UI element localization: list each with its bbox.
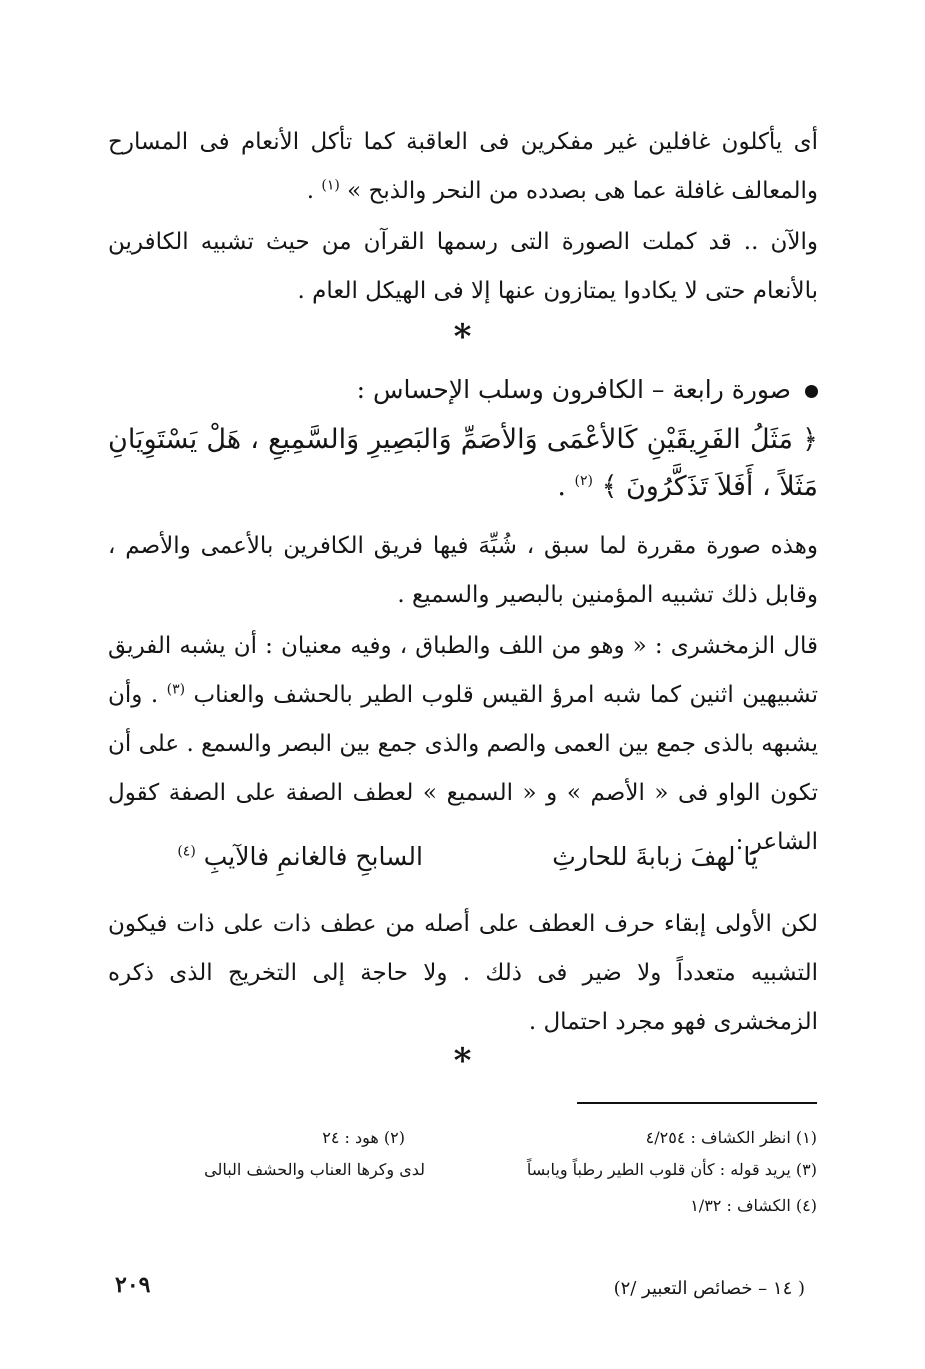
paragraph-2 [108,218,818,316]
bullet-icon [805,385,818,398]
paragraph-2-text: والآن .. قد كملت الصورة التى رسمها القرآن من حيث تشبيه الكافرين بالأنعام حتى لا يكادوا يمتازون عنها إلا فى الهيكل العام . [108,229,818,304]
paragraph-1-end: . [306,178,315,204]
quran-verse-text: ﴿ مَثَلُ الفَرِيقَيْنِ كَالأعْمَى وَالأصَمِّ وَالبَصِيرِ وَالسَّمِيعِ ، هَلْ يَسْتَوِيَانِ مَثَلاً ، أَفَلاَ تَذَكَّرُونَ ﴾ [108,424,818,502]
book-signature: ( ١٤ – خصائص التعبير /٢) [613,1278,805,1299]
paragraph-1-text: أى يأكلون غافلين غير مفكرين فى العاقبة كما تأكل الأنعام فى المسارح والمعالف غافلة عما هى بصدده من النحر والذبح » [108,129,818,204]
page-number: ٢٠٩ [115,1272,151,1298]
poetry-verse [108,842,818,888]
footnote-ref-3: (٣) [166,681,186,698]
footnote-ref-1: (١) [321,177,340,194]
footnote-2: (٢) هود : ٢٤ [322,1128,405,1147]
section-heading-text: صورة رابعة – الكافرون وسلب الإحساس : [356,375,792,404]
paragraph-5 [108,900,818,1047]
paragraph-1 [108,118,818,216]
paragraph-3-text: وهذه صورة مقررة لما سبق ، شُبِّهَ فيها فريق الكافرين بالأعمى والأصم ، وقابل ذلك تشبيه المؤمنين بالبصير والسميع . [108,533,818,608]
section-separator: * [453,1041,472,1081]
footnote-ref-4: (٤) [177,843,196,860]
footnote-3-continuation: لدى وكرها العناب والحشف البالى [204,1160,425,1179]
quran-verse [108,416,818,510]
verse-second-hemistich: السابحِ فالغانمِ فالآيبِ [203,842,423,871]
paragraph-4-text-a: قال الزمخشرى : « وهو من اللف والطباق ، وفيه معنيان : أن يشبه الفريق تشبيهين اثنين كما شبه امرؤ القيس قلوب الطير بالحشف والعناب [108,633,819,708]
paragraph-4-text-b: . وأن يشبهه بالذى جمع بين العمى والصم والذى جمع بين البصر والسمع . على أن تكون الواو فى « الأصم » و « السميع » لعطف الصفة على الصفة كقول الشاعر : [108,682,818,855]
paragraph-5-text: لكن الأولى إبقاء حرف العطف على أصله من عطف ذات على ذات فيكون التشبيه متعدداً ولا ضير فى ذلك . ولا حاجة إلى التخريج الذى ذكره الزمخشرى فهو مجرد احتمال . [108,911,818,1035]
footnote-1: (١) انظر الكشاف : ٤/٢٥٤ [645,1128,817,1147]
paragraph-4 [108,622,818,867]
section-heading [108,370,818,410]
verse-first-hemistich: يَا لهفَ زبابةَ للحارثِ [552,842,758,871]
footnote-3: (٣) يريد قوله : كأن قلوب الطير رطباً ويابساً [526,1160,817,1179]
footnote-divider [577,1102,817,1104]
section-separator: * [453,317,472,357]
footnote-ref-2: (٢) [574,473,593,489]
paragraph-3 [108,522,818,620]
footnote-4: (٤) الكشاف : ١/٣٢ [690,1196,817,1215]
quran-verse-end: . [557,471,566,502]
